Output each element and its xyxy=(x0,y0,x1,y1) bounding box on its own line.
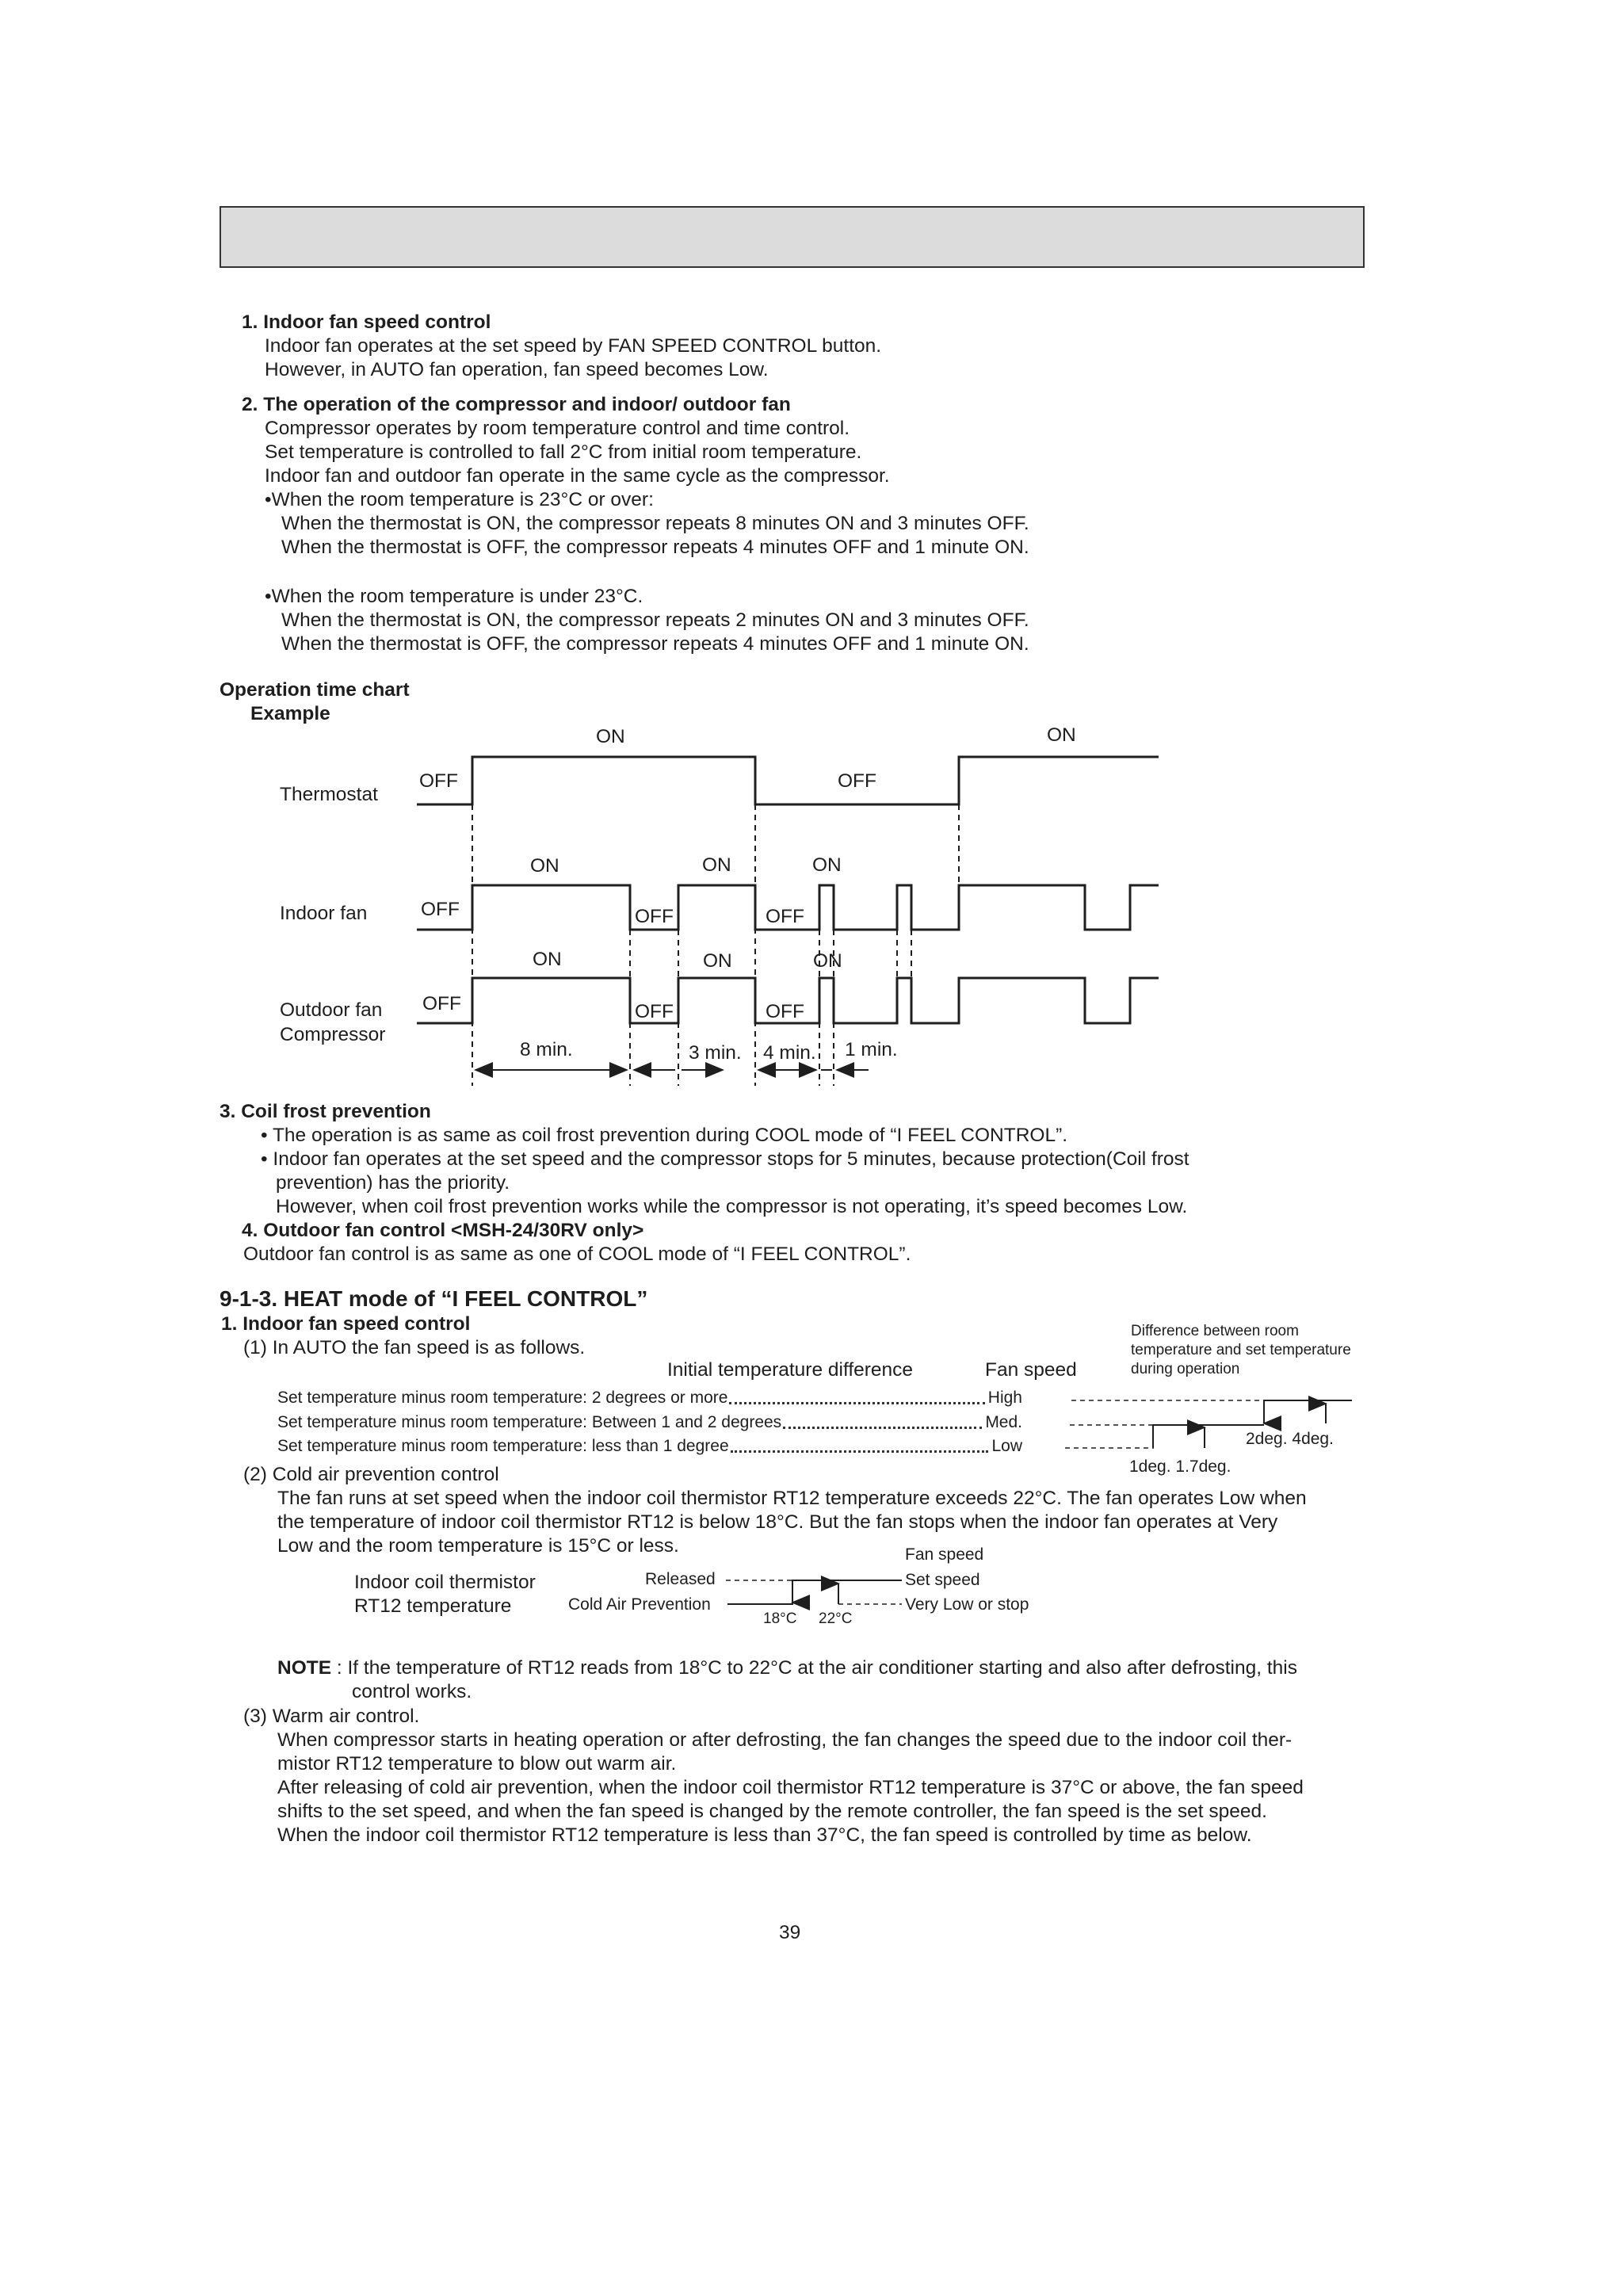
duration-3min: 3 min. xyxy=(689,1042,742,1064)
text-line: Compressor operates by room temperature control and time control. xyxy=(265,418,850,439)
text-line: •When the room temperature is 23°C or over: xyxy=(265,489,654,510)
text-line: the temperature of indoor coil thermistor RT12 is below 18°C. But the fan stops when the indoor fan operates at Very xyxy=(277,1511,1278,1533)
duration-1min: 1 min. xyxy=(845,1039,898,1060)
text-line: When compressor starts in heating operation or after defrosting, the fan changes the speed due to the indoor coil ther- xyxy=(277,1729,1293,1751)
note-row xyxy=(277,1656,1297,1680)
heading-compressor-operation: 2. The operation of the compressor and indoor/ outdoor fan xyxy=(242,394,791,415)
temp-18: 18°C xyxy=(763,1610,797,1627)
text-line: When the thermostat is ON, the compressor repeats 2 minutes ON and 3 minutes OFF. xyxy=(281,609,1029,631)
temp-22: 22°C xyxy=(819,1610,853,1627)
duration-8min: 8 min. xyxy=(520,1039,573,1060)
chart-subtitle: Example xyxy=(250,703,330,724)
text-line: control works. xyxy=(352,1681,472,1702)
label-on: ON xyxy=(702,854,731,876)
label-thermostat: Thermostat xyxy=(280,784,378,805)
text-line: However, when coil frost prevention works while the compressor is not operating, it’s speed becomes Low. xyxy=(276,1196,1188,1217)
label-on: ON xyxy=(533,949,562,970)
col-header-speed: Fan speed xyxy=(985,1359,1077,1381)
label-off: OFF xyxy=(766,906,804,927)
label-indoor-fan: Indoor fan xyxy=(280,903,368,924)
heading-indoor-fan-speed: 1. Indoor fan speed control xyxy=(242,311,491,333)
text-line: Low and the room temperature is 15°C or less. xyxy=(277,1535,679,1557)
coil-label: Indoor coil thermistor xyxy=(354,1572,536,1593)
label-on: ON xyxy=(813,950,842,972)
text-line: (1) In AUTO the fan speed is as follows. xyxy=(243,1337,586,1358)
very-low-label: Very Low or stop xyxy=(905,1595,1029,1614)
text-line: When the thermostat is ON, the compressor repeats 8 minutes ON and 3 minutes OFF. xyxy=(281,513,1029,534)
heading-coil-frost: 3. Coil frost prevention xyxy=(220,1101,431,1122)
text-line: The fan runs at set speed when the indoor coil thermistor RT12 temperature exceeds 22°C. The fan operates Low when xyxy=(277,1488,1307,1509)
heading-indoor-fan-speed: 1. Indoor fan speed control xyxy=(221,1313,471,1335)
text-line: (3) Warm air control. xyxy=(243,1706,420,1727)
text-line: •When the room temperature is under 23°C. xyxy=(265,586,643,607)
text-line: prevention) has the priority. xyxy=(276,1172,510,1194)
text-line: Outdoor fan control is as same as one of COOL mode of “I FEEL CONTROL”. xyxy=(243,1244,911,1265)
diff-note-line: temperature and set temperature xyxy=(1131,1342,1351,1358)
set-speed-label: Set speed xyxy=(905,1571,980,1589)
row-speed: Low xyxy=(991,1437,1022,1455)
row-condition: Set temperature minus room temperature: less than 1 degree xyxy=(277,1437,729,1455)
label-off: OFF xyxy=(422,993,461,1014)
note-label: NOTE xyxy=(277,1657,332,1679)
text-line: When the thermostat is OFF, the compressor repeats 4 minutes OFF and 1 minute ON. xyxy=(281,633,1029,655)
text-line: When the thermostat is OFF, the compressor repeats 4 minutes OFF and 1 minute ON. xyxy=(281,537,1029,558)
label-on: ON xyxy=(596,726,625,747)
row-speed: High xyxy=(987,1389,1022,1407)
row-speed: Med. xyxy=(985,1413,1022,1431)
fan-speed-label: Fan speed xyxy=(905,1545,984,1564)
diff-note-line: during operation xyxy=(1131,1361,1240,1377)
label-on: ON xyxy=(812,854,842,876)
text-line: Indoor fan operates at the set speed by FAN SPEED CONTROL button. xyxy=(265,335,882,357)
cold-air-prevention-label: Cold Air Prevention xyxy=(568,1595,711,1614)
deg-hi-label: 2deg. 4deg. xyxy=(1246,1430,1334,1448)
label-outdoor-fan: Outdoor fan xyxy=(280,999,383,1021)
label-off: OFF xyxy=(766,1001,804,1022)
label-off: OFF xyxy=(635,1001,674,1022)
section-title-heat: 9-1-3. HEAT mode of “I FEEL CONTROL” xyxy=(220,1286,648,1311)
label-off: OFF xyxy=(421,899,460,920)
text-line: Indoor fan and outdoor fan operate in the same cycle as the compressor. xyxy=(265,465,890,487)
deg-lo-label: 1deg. 1.7deg. xyxy=(1129,1457,1231,1476)
text-line: • Indoor fan operates at the set speed and the compressor stops for 5 minutes, because protection(Coil frost xyxy=(261,1148,1189,1170)
text-line: mistor RT12 temperature to blow out warm air. xyxy=(277,1753,677,1775)
duration-4min: 4 min. xyxy=(763,1042,816,1064)
text-line: shifts to the set speed, and when the fan speed is changed by the remote controller, the fan speed is the set speed. xyxy=(277,1801,1267,1822)
coil-label: RT12 temperature xyxy=(354,1595,512,1617)
row-condition: Set temperature minus room temperature: 2 degrees or more xyxy=(277,1389,728,1407)
text-line: (2) Cold air prevention control xyxy=(243,1464,499,1485)
page-number: 39 xyxy=(779,1922,801,1943)
heading-outdoor-fan: 4. Outdoor fan control <MSH-24/30RV only> xyxy=(242,1220,644,1241)
diff-note-line: Difference between room xyxy=(1131,1323,1299,1339)
text-line: However, in AUTO fan operation, fan speed becomes Low. xyxy=(265,359,769,380)
label-off: OFF xyxy=(838,770,876,792)
note-text: : If the temperature of RT12 reads from 18°C to 22°C at the air conditioner starting and also after defrosting, this xyxy=(336,1657,1297,1679)
chart-title: Operation time chart xyxy=(220,679,410,701)
label-on: ON xyxy=(1047,724,1076,746)
label-on: ON xyxy=(703,950,732,972)
label-compressor: Compressor xyxy=(280,1024,386,1045)
text-line: • The operation is as same as coil frost prevention during COOL mode of “I FEEL CONTROL”. xyxy=(261,1125,1068,1146)
released-label: Released xyxy=(645,1570,716,1588)
col-header-diff: Initial temperature difference xyxy=(667,1359,914,1381)
text-line: Set temperature is controlled to fall 2°C from initial room temperature. xyxy=(265,441,862,463)
label-on: ON xyxy=(530,855,559,877)
label-off: OFF xyxy=(419,770,458,792)
row-condition: Set temperature minus room temperature: Between 1 and 2 degrees xyxy=(277,1413,782,1431)
text-line: After releasing of cold air prevention, when the indoor coil thermistor RT12 temperature is 37°C or above, the fan speed xyxy=(277,1777,1304,1798)
label-off: OFF xyxy=(635,906,674,927)
text-line: When the indoor coil thermistor RT12 temperature is less than 37°C, the fan speed is controlled by time as below. xyxy=(277,1824,1252,1846)
